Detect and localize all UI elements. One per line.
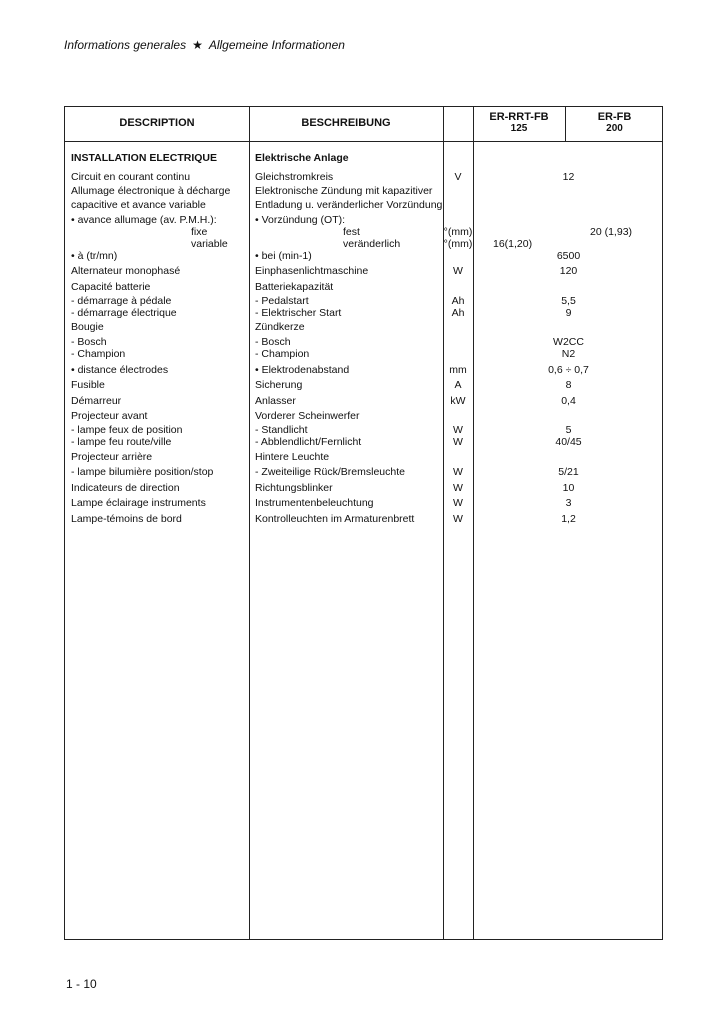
row-description-fr: • avance allumage (av. P.M.H.): [71,214,217,226]
row-description-fr: capacitive et avance variable [71,199,206,211]
model1-cc: 125 [510,123,528,134]
row-description-fr: - démarrage électrique [71,307,177,319]
row-unit: W [453,513,463,525]
col-header-model2 [565,111,664,135]
row-unit: V [454,171,462,183]
row-value: 6500 [556,250,581,262]
column-divider [249,107,250,939]
col-header-description: DESCRIPTION [119,117,195,129]
row-unit: Ah [451,307,465,319]
row-description-fr: - Bosch [71,336,107,348]
row-value: 5 [565,424,572,436]
row-description-fr: Démarreur [71,395,122,407]
model2-name: ER-FB [597,111,632,123]
page-header [64,38,345,52]
row-description-de: Einphasenlichtmaschine [255,265,369,277]
row-description-de: veränderlich [343,238,401,250]
row-unit: W [453,482,463,494]
row-unit: W [453,436,463,448]
row-description-fr: • à (tr/mn) [71,250,118,262]
row-value: 5/21 [558,466,579,478]
row-description-de: Richtungsblinker [255,482,333,494]
row-description-fr: - lampe feux de position [71,424,183,436]
row-value-model2: 20 (1,93) [590,226,633,238]
row-description-de: Gleichstromkreis [255,171,334,183]
row-unit: W [453,466,463,478]
row-value: 9 [565,307,572,319]
col-header-model1 [473,111,565,135]
row-description-de: - Standlicht [255,424,308,436]
row-value: 0,6 ÷ 0,7 [548,364,589,376]
row-unit: W [453,265,463,277]
row-description-fr: Lampe-témoins de bord [71,513,182,525]
row-value: 8 [565,379,572,391]
row-description-de: Instrumentenbeleuchtung [255,497,374,509]
star-icon: ★ [192,38,203,52]
row-description-de: Kontrolleuchten im Armaturenbrett [255,513,415,525]
row-description-fr: Lampe éclairage instruments [71,497,206,509]
row-unit: W [453,497,463,509]
row-value: 120 [559,265,578,277]
row-description-de: - Elektrischer Start [255,307,342,319]
header-french: Informations generales [64,38,187,52]
row-description-de: Sicherung [255,379,303,391]
row-value: 0,4 [561,395,576,407]
row-description-de: Batteriekapazität [255,281,334,293]
row-description-fr: Projecteur arrière [71,451,153,463]
row-description-de: • bei (min-1) [255,250,312,262]
row-description-fr: - lampe bilumière position/stop [71,466,214,478]
row-description-de: - Champion [255,348,310,360]
row-unit: Ah [451,295,465,307]
row-description-de: Entladung u. veränderlicher Vorzündung [255,199,443,211]
row-unit: W [453,424,463,436]
row-value: W2CC [553,336,584,348]
model2-cc: 200 [606,123,623,134]
row-description-fr: • distance électrodes [71,364,169,376]
row-description-de: Zündkerze [255,321,305,333]
row-unit: °(mm) [443,238,473,250]
row-description-de: - Bosch [255,336,291,348]
row-unit: A [454,379,462,391]
row-value: 1,2 [561,513,576,525]
row-value: 3 [565,497,572,509]
row-value: 40/45 [555,436,582,448]
row-description-fr: - démarrage à pédale [71,295,172,307]
header-divider [65,141,662,142]
row-description-de: Vorderer Scheinwerfer [255,410,360,422]
row-unit: °(mm) [443,226,473,238]
row-value: N2 [561,348,576,360]
row-value: 12 [562,171,575,183]
row-description-fr: Fusible [71,379,105,391]
row-value-model1: 16(1,20) [493,238,533,250]
row-description-fr: Alternateur monophasé [71,265,181,277]
row-description-de: Elektrische Anlage [255,152,349,164]
row-description-de: - Zweiteilige Rück/Bremsleuchte [255,466,405,478]
row-description-de: • Vorzündung (OT): [255,214,346,226]
model1-name: ER-RRT-FB [489,111,549,123]
row-description-de: - Pedalstart [255,295,309,307]
row-unit: kW [450,395,466,407]
row-description-fr: fixe [191,226,208,238]
row-description-fr: - Champion [71,348,126,360]
spec-table [64,106,663,940]
row-description-fr: INSTALLATION ELECTRIQUE [71,152,218,164]
row-value: 10 [562,482,575,494]
row-description-fr: Projecteur avant [71,410,148,422]
row-description-de: Elektronische Zündung mit kapazitiver [255,185,433,197]
page-number: 1 - 10 [66,977,97,991]
row-description-fr: Indicateurs de direction [71,482,180,494]
row-description-fr: variable [191,238,228,250]
col-header-beschreibung: BESCHREIBUNG [301,117,391,129]
row-description-de: Hintere Leuchte [255,451,330,463]
row-description-fr: Circuit en courant continu [71,171,191,183]
row-description-de: fest [343,226,360,238]
row-description-de: Anlasser [255,395,296,407]
row-description-fr: - lampe feu route/ville [71,436,172,448]
header-german: Allgemeine Informationen [208,38,345,52]
row-value: 5,5 [561,295,576,307]
row-description-fr: Allumage électronique à décharge [71,185,231,197]
row-description-fr: Bougie [71,321,104,333]
row-unit: mm [449,364,467,376]
row-description-de: - Abblendlicht/Fernlicht [255,436,362,448]
row-description-fr: Capacité batterie [71,281,151,293]
row-description-de: • Elektrodenabstand [255,364,350,376]
